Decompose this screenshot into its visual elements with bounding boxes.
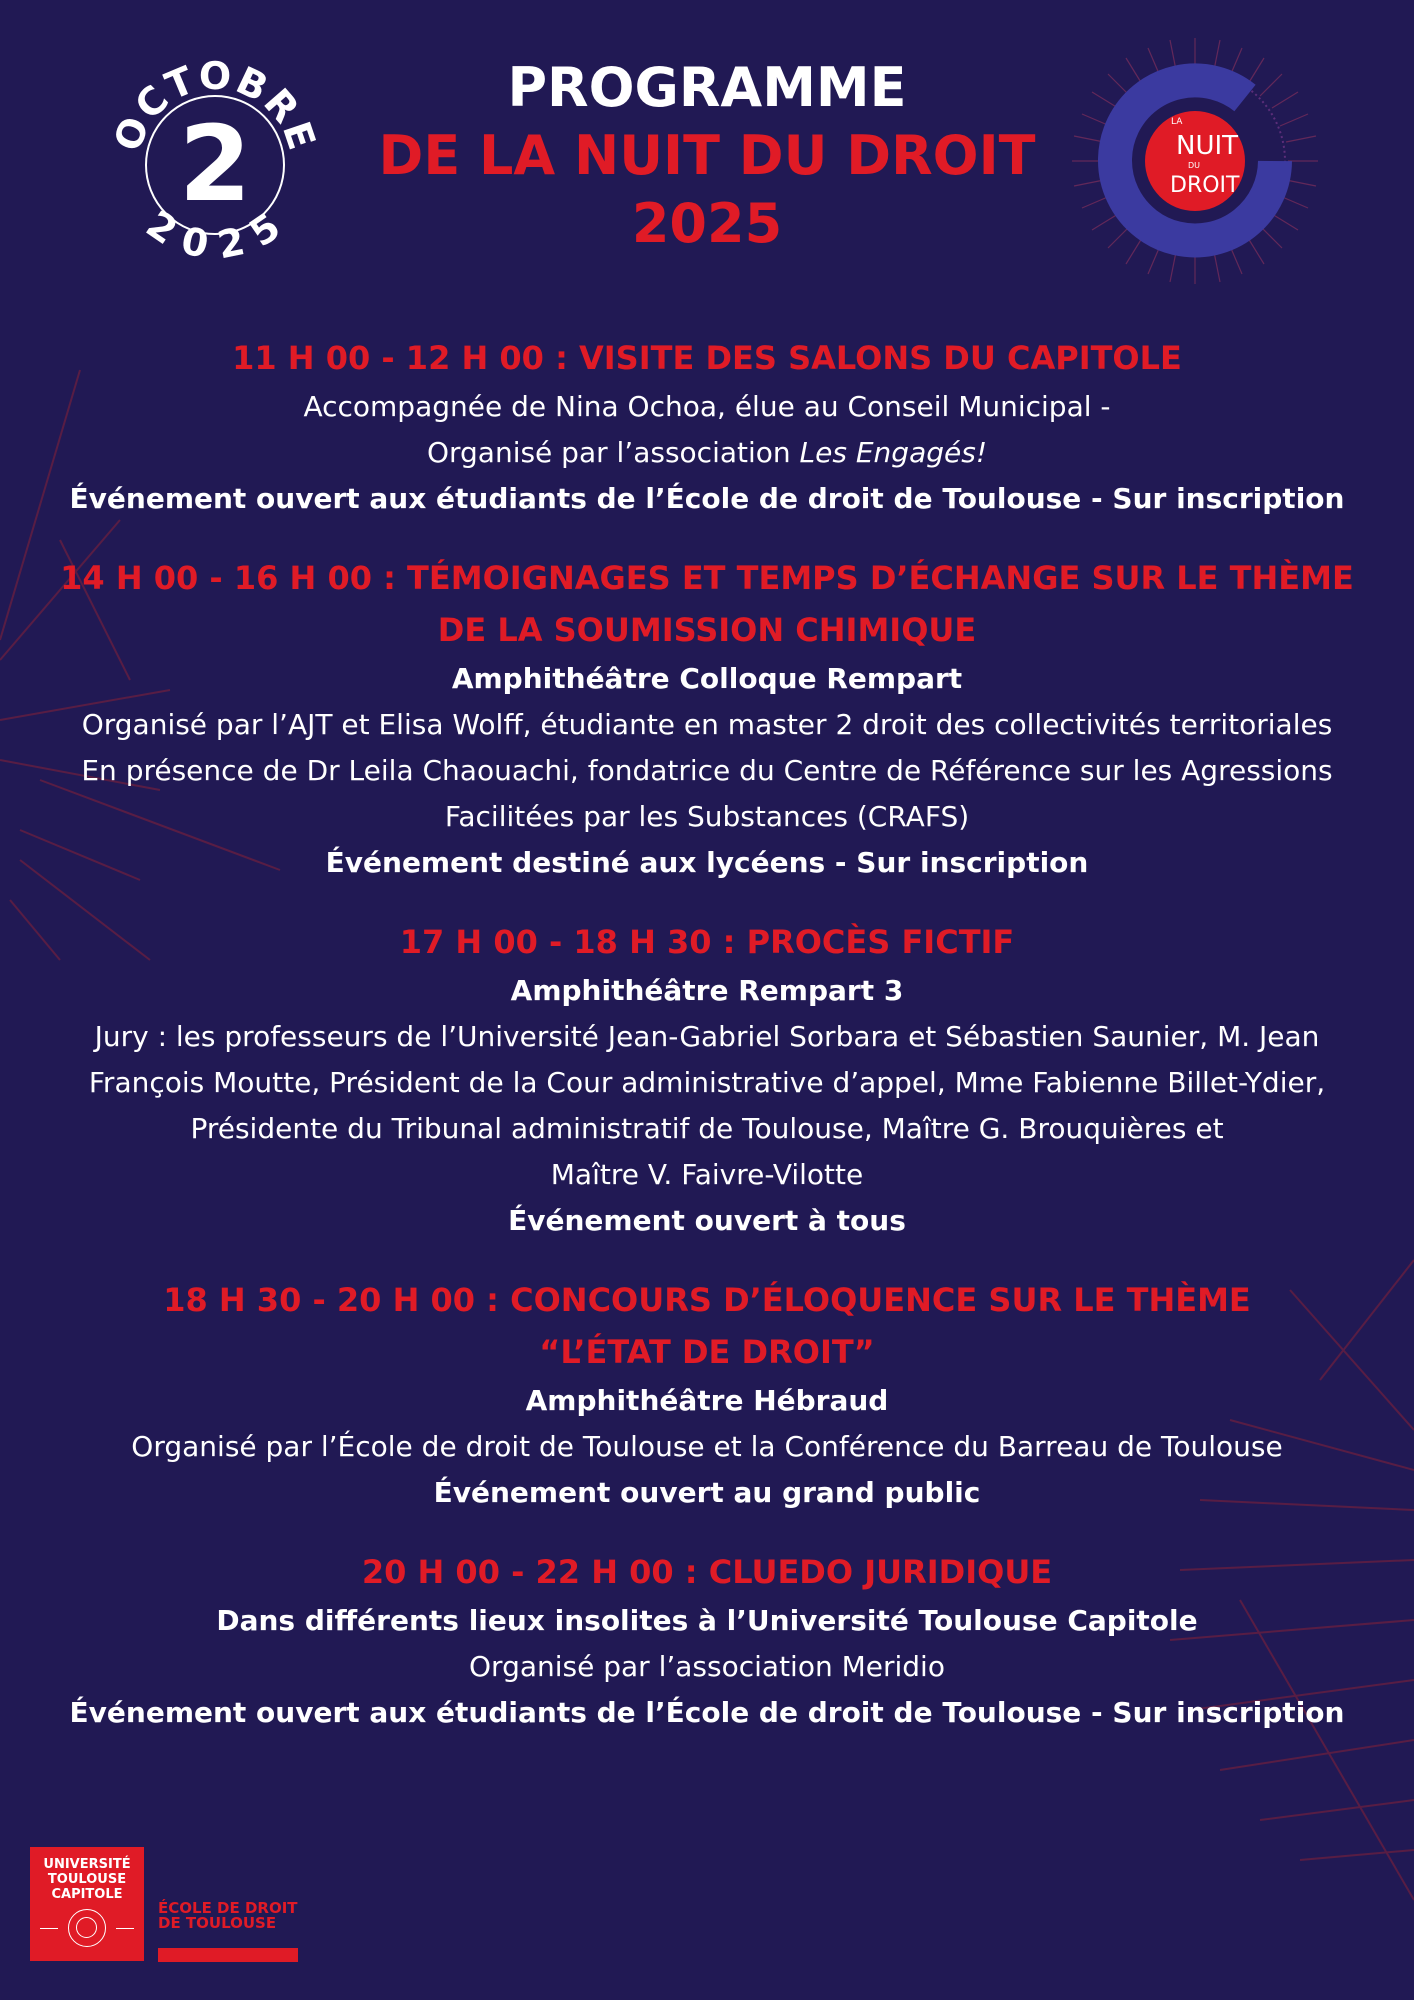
- event-access: Événement destiné aux lycéens - Sur inscription: [325, 846, 1089, 879]
- footer-logos: [30, 1845, 330, 1965]
- event-desc-line: Présidente du Tribunal administratif de Toulouse, Maître G. Brouquières et: [190, 1112, 1224, 1145]
- logo-la: LA: [1171, 117, 1183, 127]
- logo-du: DU: [1188, 161, 1201, 170]
- event-location: Amphithéâtre Colloque Rempart: [451, 662, 963, 695]
- date-badge: [105, 55, 325, 275]
- event-desc-line: En présence de Dr Leila Chaouachi, fondatrice du Centre de Référence sur les Agressions: [81, 754, 1333, 787]
- school-name-line-1: ÉCOLE DE DROIT: [158, 1899, 298, 1917]
- program-list: [0, 332, 1414, 1766]
- event-concours-eloquence: [0, 1274, 1414, 1516]
- badge-day: 2: [178, 103, 252, 225]
- event-title: 17 H 00 - 18 H 30 : PROCÈS FICTIF: [399, 923, 1015, 961]
- event-title-line-2: DE LA SOUMISSION CHIMIQUE: [437, 611, 977, 649]
- event-desc-line: Organisé par l’École de droit de Toulouse et la Conférence du Barreau de Toulouse: [131, 1430, 1283, 1463]
- event-title-line-2: “L’ÉTAT DE DROIT”: [539, 1333, 875, 1371]
- event-location: Dans différents lieux insolites à l’Université Toulouse Capitole: [216, 1604, 1198, 1637]
- event-desc-line: Accompagnée de Nina Ochoa, élue au Conseil Municipal -: [303, 390, 1111, 423]
- event-access: Événement ouvert au grand public: [433, 1476, 981, 1509]
- title-line-1: PROGRAMME: [507, 56, 907, 119]
- event-salons-capitole: [0, 332, 1414, 522]
- event-access: Événement ouvert à tous: [508, 1204, 906, 1237]
- university-name-line-3: CAPITOLE: [51, 1887, 123, 1902]
- seal-rule-right: [116, 1928, 134, 1929]
- event-desc-line: Organisé par l’association Meridio: [469, 1650, 945, 1683]
- event-desc-line: François Moutte, Président de la Cour administrative d’appel, Mme Fabienne Billet-Ydier,: [88, 1066, 1326, 1099]
- school-name-line-2: DE TOULOUSE: [158, 1914, 277, 1932]
- logo-nuit: NUIT: [1176, 131, 1239, 161]
- event-desc-line: Facilitées par les Substances (CRAFS): [444, 800, 970, 833]
- event-title: 11 H 00 - 12 H 00 : VISITE DES SALONS DU CAPITOLE: [232, 339, 1182, 377]
- event-title-line-1: 18 H 30 - 20 H 00 : CONCOURS D’ÉLOQUENCE SUR LE THÈME: [163, 1281, 1251, 1319]
- badge-year: 2025: [138, 201, 292, 268]
- event-title: 20 H 00 - 22 H 00 : CLUEDO JURIDIQUE: [361, 1553, 1053, 1591]
- event-desc-line: Maître V. Faivre-Vilotte: [550, 1158, 864, 1191]
- university-name: [30, 1857, 144, 1902]
- event-title-line-1: 14 H 00 - 16 H 00 : TÉMOIGNAGES ET TEMPS D’ÉCHANGE SUR LE THÈME: [60, 559, 1354, 597]
- event-access: Événement ouvert aux étudiants de l’École de droit de Toulouse - Sur inscription: [69, 482, 1345, 515]
- university-name-line-1: UNIVERSITÉ: [43, 1857, 131, 1872]
- title-line-2: DE LA NUIT DU DROIT: [378, 124, 1036, 187]
- event-organizer-name: Les Engagés!: [799, 436, 988, 469]
- university-seal-icon: [68, 1909, 106, 1947]
- event-cluedo-juridique: [0, 1546, 1414, 1736]
- event-organizer-prefix: Organisé par l’association: [426, 436, 800, 469]
- seal-rule-left: [40, 1928, 58, 1929]
- event-organizer-line: [0, 430, 1414, 476]
- badge-month: OCTOBRE: [105, 53, 325, 157]
- event-proces-fictif: [0, 916, 1414, 1244]
- event-location: Amphithéâtre Rempart 3: [510, 974, 904, 1007]
- event-location: Amphithéâtre Hébraud: [525, 1384, 889, 1417]
- school-name: [158, 1901, 298, 1931]
- nuit-du-droit-logo-icon: [1070, 36, 1320, 286]
- event-access: Événement ouvert aux étudiants de l’École de droit de Toulouse - Sur inscription: [69, 1696, 1345, 1729]
- title-line-3: 2025: [631, 192, 783, 255]
- university-logo: [30, 1847, 144, 1961]
- page-title: [340, 54, 1074, 258]
- event-desc-line: Jury : les professeurs de l’Université Jean-Gabriel Sorbara et Sébastien Saunier, M. Jean: [94, 1020, 1320, 1053]
- event-desc-line: Organisé par l’AJT et Elisa Wolff, étudiante en master 2 droit des collectivités territoriales: [81, 708, 1333, 741]
- event-soumission-chimique: [0, 552, 1414, 886]
- school-bar: [158, 1948, 298, 1962]
- logo-droit: DROIT: [1170, 173, 1240, 198]
- university-name-line-2: TOULOUSE: [47, 1872, 127, 1887]
